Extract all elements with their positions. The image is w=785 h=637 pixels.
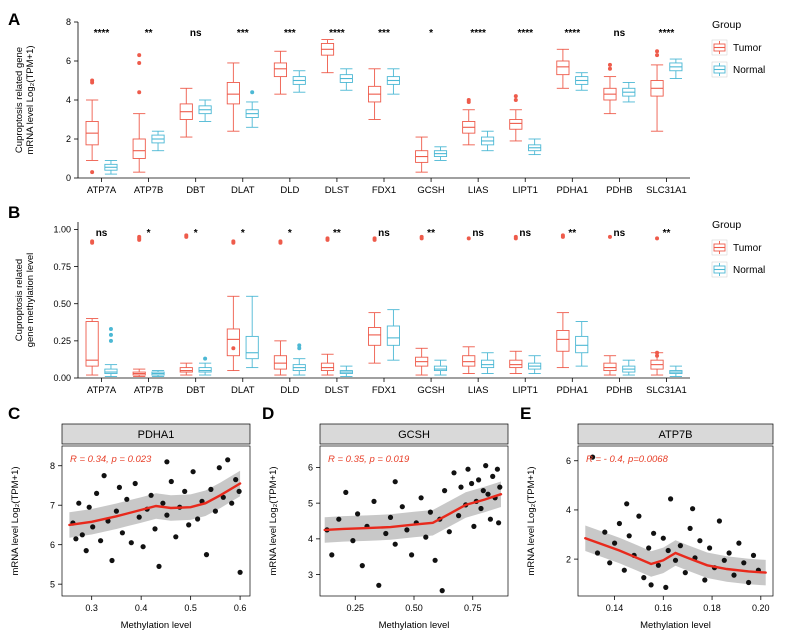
boxplot-SLC31A1-Tumor xyxy=(651,49,663,131)
boxplot-PDHB-Normal xyxy=(623,360,635,375)
boxplot-ATP7A-Normal xyxy=(105,160,117,174)
svg-text:Group: Group xyxy=(712,219,742,231)
svg-text:****: **** xyxy=(470,28,486,39)
svg-text:0.50: 0.50 xyxy=(53,298,71,309)
svg-text:PDHB: PDHB xyxy=(606,385,633,396)
boxplot-PDHA1-Tumor xyxy=(557,233,569,367)
boxplot-SLC31A1-Tumor xyxy=(651,236,663,375)
svg-text:DLD: DLD xyxy=(280,185,300,196)
svg-text:****: **** xyxy=(658,28,675,39)
boxplot-ATP7B-Normal xyxy=(152,131,164,151)
svg-text:GCSH: GCSH xyxy=(417,185,445,196)
svg-text:***: *** xyxy=(284,28,296,39)
svg-text:R = - 0.4, p=0.0068: R = - 0.4, p=0.0068 xyxy=(586,454,668,465)
svg-text:SLC31A1: SLC31A1 xyxy=(646,185,687,196)
svg-text:****: **** xyxy=(517,28,534,39)
boxplot-PDHB-Tumor xyxy=(604,63,616,114)
svg-text:0.18: 0.18 xyxy=(703,603,721,613)
boxplot-DLAT-Normal xyxy=(246,296,258,367)
svg-text:0: 0 xyxy=(65,173,71,184)
boxplot-ATP7A-Normal xyxy=(105,327,117,377)
panel-d-scatter xyxy=(258,408,520,637)
panel-e-scatter xyxy=(516,408,785,637)
svg-text:0.4: 0.4 xyxy=(134,603,148,613)
svg-text:ns: ns xyxy=(613,228,626,239)
svg-text:*: * xyxy=(193,228,198,239)
panel-letter-b: B xyxy=(8,203,21,222)
svg-text:4: 4 xyxy=(65,95,71,106)
panel-letter-c: C xyxy=(8,404,21,423)
svg-text:R = 0.35, p = 0.019: R = 0.35, p = 0.019 xyxy=(328,454,410,465)
svg-text:3: 3 xyxy=(307,569,313,580)
svg-text:ns: ns xyxy=(472,228,484,239)
svg-text:**: ** xyxy=(427,228,435,239)
svg-text:mRNA level Log₂(TPM+1): mRNA level Log₂(TPM+1) xyxy=(10,466,21,576)
svg-text:ATP7B: ATP7B xyxy=(133,385,164,396)
svg-text:Tumor: Tumor xyxy=(733,43,762,54)
svg-text:Cuproptosis related: Cuproptosis related xyxy=(14,258,25,342)
svg-text:mRNA level Log₂(TPM+1): mRNA level Log₂(TPM+1) xyxy=(268,466,279,576)
svg-text:DBT: DBT xyxy=(186,385,206,396)
boxplot-GCSH-Normal xyxy=(434,147,446,161)
boxplot-DLAT-Tumor xyxy=(227,239,239,370)
svg-text:ATP7B: ATP7B xyxy=(658,429,693,441)
boxplot-ATP7B-Tumor xyxy=(133,235,145,377)
svg-text:ATP7B: ATP7B xyxy=(133,185,164,196)
svg-text:DBT: DBT xyxy=(186,185,206,196)
svg-text:6: 6 xyxy=(49,539,55,550)
svg-text:SLC31A1: SLC31A1 xyxy=(646,385,687,396)
svg-text:ATP7A: ATP7A xyxy=(86,385,117,396)
svg-text:2: 2 xyxy=(565,554,571,565)
boxplot-LIPT1-Normal xyxy=(529,139,541,155)
boxplot-LIPT1-Normal xyxy=(529,356,541,374)
svg-text:0.00: 0.00 xyxy=(53,373,71,384)
svg-text:***: *** xyxy=(236,28,249,39)
boxplot-DLAT-Normal xyxy=(246,90,258,127)
svg-text:1.00: 1.00 xyxy=(53,224,71,235)
boxplot-SLC31A1-Normal xyxy=(670,59,682,79)
svg-text:0.3: 0.3 xyxy=(85,603,98,613)
svg-text:4: 4 xyxy=(307,534,313,545)
boxplot-DLAT-Tumor xyxy=(227,63,239,131)
svg-text:ns: ns xyxy=(95,228,108,239)
panel-letter-e: E xyxy=(520,404,532,423)
svg-text:Cuproptosis related gene: Cuproptosis related gene xyxy=(14,46,25,154)
svg-text:**: ** xyxy=(568,228,577,239)
panel-letter-d: D xyxy=(262,404,275,423)
svg-text:DLAT: DLAT xyxy=(230,385,255,396)
svg-text:7: 7 xyxy=(49,500,55,511)
svg-text:ns: ns xyxy=(613,28,626,39)
legend xyxy=(712,219,765,277)
svg-text:0.75: 0.75 xyxy=(53,261,71,272)
svg-text:****: **** xyxy=(564,28,581,39)
boxplot-LIAS-Tumor xyxy=(463,236,475,373)
boxplot-DLD-Tumor xyxy=(274,239,286,375)
svg-text:ns: ns xyxy=(378,228,390,239)
boxplot-GCSH-Tumor xyxy=(416,137,428,172)
svg-text:****: **** xyxy=(329,28,345,39)
svg-text:2: 2 xyxy=(65,134,71,145)
svg-text:Normal: Normal xyxy=(733,265,766,276)
panel-c-scatter xyxy=(0,408,262,637)
panel-b-boxplot xyxy=(0,200,785,400)
panel-a-boxplot xyxy=(0,0,785,200)
boxplot-ATP7B-Tumor xyxy=(133,53,145,172)
boxplot-SLC31A1-Normal xyxy=(670,366,682,376)
boxplot-ATP7B-Normal xyxy=(152,371,164,377)
boxplot-DLST-Normal xyxy=(340,69,352,90)
svg-text:mRNA level Log₂(TPM+1): mRNA level Log₂(TPM+1) xyxy=(526,466,537,576)
boxplot-FDX1-Tumor xyxy=(368,236,380,363)
boxplot-DBT-Normal xyxy=(199,100,211,121)
svg-text:0.6: 0.6 xyxy=(233,603,247,613)
svg-text:0.14: 0.14 xyxy=(605,603,624,613)
boxplot-PDHA1-Normal xyxy=(576,73,588,91)
boxplot-GCSH-Normal xyxy=(434,360,446,375)
svg-text:mRNA level Log₂(TPM+1): mRNA level Log₂(TPM+1) xyxy=(25,45,36,155)
boxplot-FDX1-Normal xyxy=(387,310,399,361)
svg-text:ns: ns xyxy=(519,228,532,239)
boxplot-PDHA1-Normal xyxy=(576,322,588,367)
svg-text:LIPT1: LIPT1 xyxy=(512,385,538,396)
boxplot-PDHA1-Tumor xyxy=(557,49,569,88)
boxplot-ATP7A-Tumor xyxy=(86,239,98,375)
boxplot-LIAS-Normal xyxy=(481,131,493,151)
svg-text:*: * xyxy=(240,228,245,239)
svg-text:****: **** xyxy=(93,28,110,39)
svg-text:Methylation level: Methylation level xyxy=(640,620,711,631)
svg-text:Normal: Normal xyxy=(733,65,766,76)
boxplot-DLST-Normal xyxy=(340,366,352,376)
boxplot-DLD-Normal xyxy=(293,71,305,92)
svg-text:5: 5 xyxy=(307,498,313,509)
svg-text:LIPT1: LIPT1 xyxy=(512,185,538,196)
svg-text:0.20: 0.20 xyxy=(752,603,770,613)
legend xyxy=(712,19,765,77)
svg-text:Group: Group xyxy=(712,19,742,31)
boxplot-FDX1-Tumor xyxy=(368,69,380,120)
svg-text:6: 6 xyxy=(65,56,71,67)
boxplot-ATP7A-Tumor xyxy=(86,79,98,175)
svg-text:**: ** xyxy=(144,28,153,39)
svg-text:*: * xyxy=(429,28,434,39)
boxplot-LIAS-Tumor xyxy=(463,98,475,145)
svg-text:**: ** xyxy=(333,228,341,239)
boxplot-PDHB-Normal xyxy=(623,82,635,102)
svg-text:*: * xyxy=(287,228,292,239)
boxplot-DBT-Tumor xyxy=(180,88,192,137)
svg-text:**: ** xyxy=(662,228,671,239)
svg-text:0.25: 0.25 xyxy=(53,336,71,347)
boxplot-PDHB-Tumor xyxy=(604,235,616,375)
svg-text:4: 4 xyxy=(565,505,571,516)
svg-text:DLST: DLST xyxy=(324,385,350,396)
boxplot-DBT-Tumor xyxy=(180,233,192,375)
boxplot-DLST-Tumor xyxy=(321,40,333,73)
panel-letter-a: A xyxy=(8,10,21,29)
svg-text:PDHA1: PDHA1 xyxy=(137,429,175,441)
svg-text:LIAS: LIAS xyxy=(467,185,489,196)
svg-text:LIAS: LIAS xyxy=(467,385,489,396)
svg-text:DLD: DLD xyxy=(280,385,300,396)
svg-text:Methylation level: Methylation level xyxy=(378,620,450,631)
svg-text:6: 6 xyxy=(307,462,313,473)
svg-text:Tumor: Tumor xyxy=(733,243,762,254)
svg-text:PDHA1: PDHA1 xyxy=(556,185,589,196)
boxplot-FDX1-Normal xyxy=(387,69,399,94)
svg-text:0.5: 0.5 xyxy=(184,603,197,613)
boxplot-DBT-Normal xyxy=(199,357,211,375)
svg-text:0.50: 0.50 xyxy=(405,603,423,613)
svg-text:8: 8 xyxy=(65,17,71,28)
svg-text:0.16: 0.16 xyxy=(654,603,673,613)
svg-text:DLAT: DLAT xyxy=(230,185,255,196)
svg-text:***: *** xyxy=(378,28,390,39)
svg-text:ns: ns xyxy=(189,28,202,39)
svg-text:GCSH: GCSH xyxy=(398,429,430,441)
svg-text:Methylation level: Methylation level xyxy=(120,620,192,631)
svg-text:gene methylation level: gene methylation level xyxy=(25,252,36,348)
svg-text:DLST: DLST xyxy=(324,185,350,196)
svg-text:GCSH: GCSH xyxy=(417,385,445,396)
svg-text:6: 6 xyxy=(565,455,571,466)
svg-text:0.75: 0.75 xyxy=(463,603,482,613)
svg-text:0.25: 0.25 xyxy=(346,603,365,613)
svg-text:ATP7A: ATP7A xyxy=(86,185,117,196)
boxplot-LIPT1-Tumor xyxy=(510,94,522,141)
svg-text:8: 8 xyxy=(49,460,55,471)
svg-text:FDX1: FDX1 xyxy=(371,385,397,396)
boxplot-DLD-Normal xyxy=(293,343,305,375)
boxplot-GCSH-Tumor xyxy=(416,235,428,375)
svg-text:PDHB: PDHB xyxy=(606,185,633,196)
svg-text:FDX1: FDX1 xyxy=(371,185,397,196)
boxplot-LIAS-Normal xyxy=(481,353,493,374)
svg-text:*: * xyxy=(146,228,151,239)
svg-text:R = 0.34, p = 0.023: R = 0.34, p = 0.023 xyxy=(70,454,152,465)
svg-text:PDHA1: PDHA1 xyxy=(556,385,589,396)
svg-text:5: 5 xyxy=(49,579,55,590)
boxplot-DLD-Tumor xyxy=(274,51,286,94)
boxplot-DLST-Tumor xyxy=(321,236,333,375)
boxplot-LIPT1-Tumor xyxy=(510,235,522,374)
